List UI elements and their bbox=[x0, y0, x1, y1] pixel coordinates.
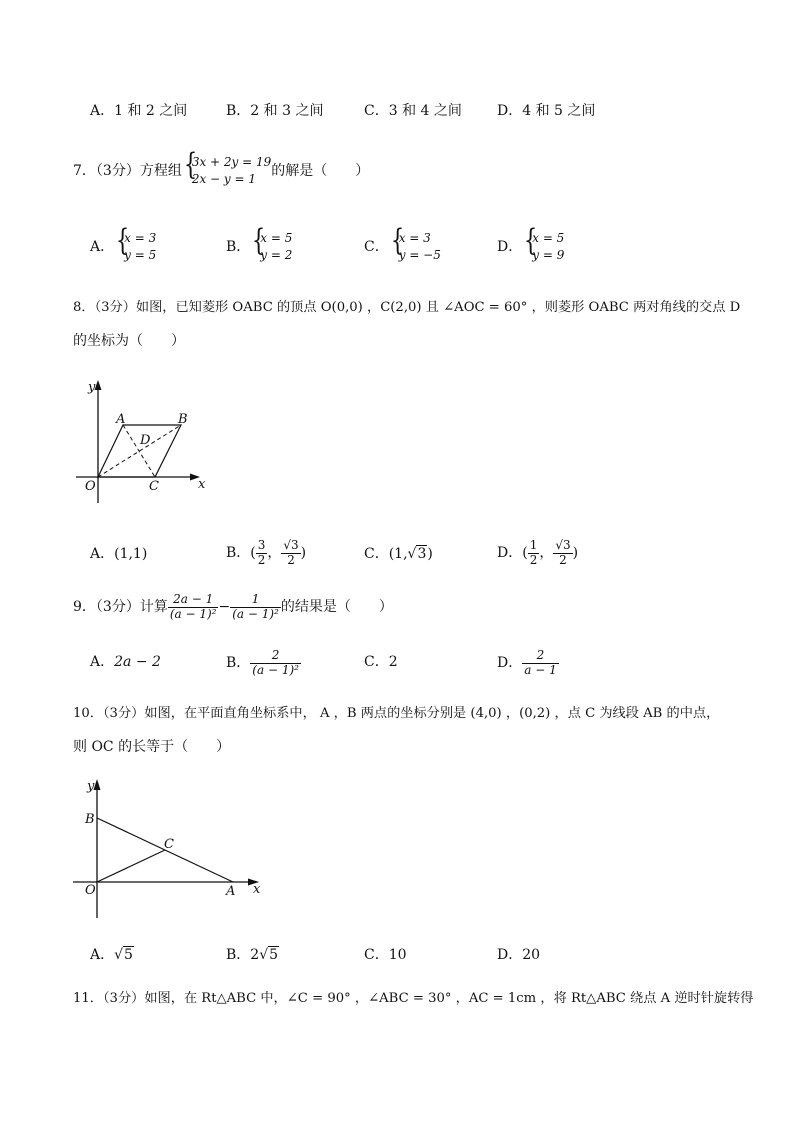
q6-option-c: C．3 和 4 之间 bbox=[364, 103, 462, 119]
q8-option-b-den1: 2 bbox=[257, 552, 266, 567]
q8-option-b-num2: √3 bbox=[283, 537, 299, 552]
q10-option-d: D．20 bbox=[497, 947, 541, 963]
q9-option-a-value: 2a − 2 bbox=[114, 654, 161, 670]
q10-line2: 则 OC 的长等于（ ） bbox=[73, 739, 231, 755]
q8-option-d-num2: √3 bbox=[555, 537, 571, 552]
q7-eq2: 2x − y = 1 bbox=[191, 172, 257, 186]
q7-option-a-label: A． bbox=[90, 239, 115, 255]
q8-option-d-den2: 2 bbox=[553, 553, 572, 568]
q11-line1: 11．（3分）如图，在 Rt△ABC 中，∠C = 90° ，∠ABC = 30° ，AC = 1cm ，将 Rt△ABC 绕点 A 逆时针旋转得 bbox=[73, 991, 754, 1006]
q10-option-a: A．√5 bbox=[90, 947, 133, 963]
q10-option-b: B．2√5 bbox=[226, 947, 279, 963]
q9-prefix: 9．（3分）计算 bbox=[73, 599, 168, 615]
q7-prefix: 7．（3分）方程组 bbox=[73, 163, 182, 179]
q8-option-b-close: ) bbox=[300, 545, 307, 561]
q8-label-o: O bbox=[85, 479, 96, 494]
q10-option-b-label: B．2 bbox=[226, 947, 260, 963]
q10-line1: 10．（3分）如图，在平面直角坐标系中， A ，B 两点的坐标分别是 (4,0) ，(0,2) ，点 C 为线段 AB 的中点， bbox=[73, 706, 720, 721]
q8-option-d-den1: 2 bbox=[529, 552, 538, 567]
q7-option-a-x: x = 3 bbox=[124, 231, 157, 246]
q10-label-y: y bbox=[87, 779, 95, 794]
q9-minus: − bbox=[218, 599, 231, 615]
q9-option-b-num: 2 bbox=[271, 647, 280, 662]
q7-stem bbox=[73, 147, 370, 188]
q8-line1: 8．（3分）如图，已知菱形 OABC 的顶点 O(0,0) ，C(2,0) 且 ∠AOC = 60° ，则菱形 OABC 两对角线的交点 D bbox=[73, 300, 741, 315]
q10-label-x: x bbox=[253, 882, 261, 897]
q7-option-d: D． { x = 5 y = 9 bbox=[497, 223, 565, 262]
q7-option-d-y: y = 9 bbox=[532, 248, 565, 262]
q8-option-d bbox=[497, 535, 578, 571]
q8-rhombus-figure bbox=[70, 378, 220, 508]
q6-option-d: D．4 和 5 之间 bbox=[497, 103, 596, 119]
q10-label-a: A bbox=[226, 884, 236, 899]
q9-option-a bbox=[90, 655, 161, 669]
q10-option-b-sqrt: 5 bbox=[269, 947, 279, 963]
q7-suffix: 的解是（ ） bbox=[271, 163, 370, 179]
q9-option-a-label: A． bbox=[90, 654, 115, 670]
q7-option-c-label: C． bbox=[364, 239, 389, 255]
q7-option-d-x: x = 5 bbox=[532, 231, 565, 246]
q7-option-c-y: y = −5 bbox=[398, 248, 441, 262]
q9-den2: (a − 1)² bbox=[232, 606, 279, 621]
q9-suffix: 的结果是（ ） bbox=[280, 599, 393, 615]
q8-label-b: B bbox=[178, 412, 188, 427]
q8-option-b-label: B．( bbox=[226, 545, 256, 561]
q6-option-a: A．1 和 2 之间 bbox=[90, 103, 188, 119]
q7-option-c: C． { x = 3 y = −5 bbox=[364, 223, 441, 262]
q10-option-c: C．10 bbox=[364, 947, 407, 963]
q8-option-c-close: ) bbox=[427, 546, 433, 562]
q7-option-b-label: B． bbox=[226, 239, 251, 255]
q8-option-a: A．(1,1) bbox=[90, 546, 148, 562]
q8-label-x: x bbox=[198, 477, 206, 492]
q8-option-d-num1: 1 bbox=[529, 537, 538, 552]
q8-option-c-sqrt: 3 bbox=[417, 546, 427, 562]
q8-option-d-label: D．( bbox=[497, 545, 528, 561]
q8-option-b-comma: ， bbox=[267, 545, 282, 561]
q7-option-d-label: D． bbox=[497, 239, 523, 255]
q8-label-y: y bbox=[88, 380, 96, 395]
q7-eq1: 3x + 2y = 19 bbox=[191, 155, 272, 170]
q7-option-b: B． { x = 5 y = 2 bbox=[226, 223, 293, 262]
q10-label-o: O bbox=[85, 883, 96, 898]
q10-triangle-figure bbox=[68, 776, 268, 921]
q7-option-b-x: x = 5 bbox=[260, 231, 293, 246]
q6-option-b: B．2 和 3 之间 bbox=[226, 103, 324, 119]
q9-stem bbox=[73, 588, 393, 626]
q9-den1: (a − 1)² bbox=[169, 606, 217, 621]
q7-system: { 3x + 2y = 19 2x − y = 1 bbox=[183, 147, 272, 186]
q8-label-a: A bbox=[116, 412, 126, 427]
q10-option-a-sqrt: 5 bbox=[124, 947, 133, 963]
q9-option-b-den: (a − 1)² bbox=[252, 662, 299, 677]
q8-option-c: C．(1,√3) bbox=[364, 546, 433, 562]
q8-line2: 的坐标为（ ） bbox=[73, 333, 185, 349]
q8-label-c: C bbox=[149, 479, 159, 494]
q8-option-d-comma: ， bbox=[539, 545, 554, 561]
q10-option-a-label: A． bbox=[90, 947, 115, 963]
q10-label-b: B bbox=[85, 812, 95, 827]
q8-label-d: D bbox=[140, 433, 151, 448]
q8-option-b-num1: 3 bbox=[257, 537, 266, 552]
q7-option-a: A． { x = 3 y = 5 bbox=[90, 223, 157, 262]
q9-option-b-label: B． bbox=[226, 655, 251, 671]
q8-option-d-close: ) bbox=[572, 545, 579, 561]
q8-option-c-label: C．(1, bbox=[364, 546, 408, 562]
q8-option-b-den2: 2 bbox=[281, 553, 300, 568]
q9-num1: 2a − 1 bbox=[173, 591, 214, 606]
q9-option-c: C．2 bbox=[364, 654, 398, 670]
q9-option-d-num: 2 bbox=[536, 647, 545, 662]
q9-option-b bbox=[226, 644, 301, 682]
q9-option-d bbox=[497, 644, 559, 682]
q7-option-b-y: y = 2 bbox=[260, 248, 293, 262]
q9-option-d-label: D． bbox=[497, 655, 523, 671]
q7-option-c-x: x = 3 bbox=[398, 231, 431, 246]
q7-option-a-y: y = 5 bbox=[124, 248, 157, 262]
q9-option-d-den: a − 1 bbox=[524, 662, 557, 677]
q10-label-c: C bbox=[164, 837, 174, 852]
q9-num2: 1 bbox=[251, 591, 260, 606]
q8-option-b bbox=[226, 535, 306, 571]
